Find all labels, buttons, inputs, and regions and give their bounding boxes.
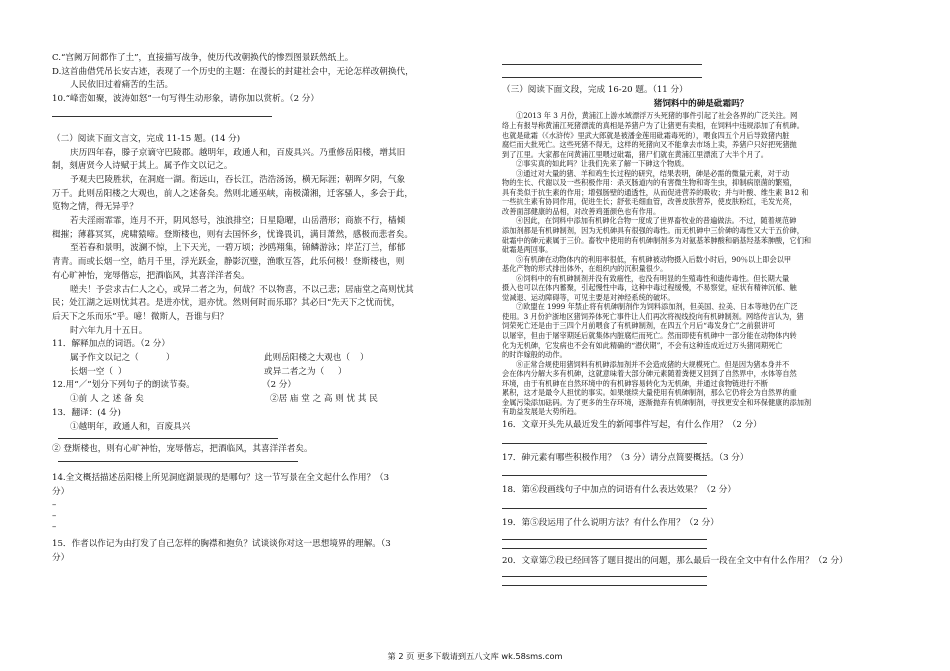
article-line: 累积，这才是最令人担忧的事实。如果继续大量使用有机砷制剂，那么它仍将会为自然界的重: [502, 388, 797, 398]
section-2-heading: （二）阅读下面文言文，完成 11-15 题。(14 分): [52, 133, 241, 144]
q12-item-1: ①前 人 之 述 备 矣: [70, 394, 144, 405]
article-line: 觉减退、运动障碍等，可见主要是对神经系统的破坏。: [502, 292, 675, 302]
article-line: 络上有报导称黄浦江死猪漂流的真相是养猪户为了让猪更有卖相，在饲料中违规添加了有机砷。: [502, 120, 804, 130]
option-d-line2: 人民依旧过着痛苦的生活。: [70, 80, 174, 91]
q12-prompt: 12.用“／”划分下列句子的朗读节奏。: [52, 380, 195, 391]
question-13-item-1: ①越明年，政通人和，百废具兴: [70, 421, 191, 432]
article-line: 具有类似于抗生素的作用；增强肠壁的通透性，从而促进营养的吸收；并与叶酸、维生素 B12 和: [502, 187, 809, 197]
article-line: ⑥饲料中的有机砷制剂并没有致癌性，也没有明显的生殖毒性和遗传毒性。但长期大量: [516, 273, 790, 283]
passage-para-2b: 万千。此则岳阳楼之大观也，前人之述备矣。然则北通巫峡，南极潇湘，迁客骚人，多会于此，: [52, 188, 413, 199]
article-line: 砒霜中的砷元素属于三价。畜牧中使用的有机砷制剂多为对氨基苯胂酸和硝基羟基苯胂酸，它们和: [502, 235, 812, 245]
answer-line: [58, 438, 278, 439]
question-11-row2: 长烟一空（ ） 或异二者之为（ ）: [52, 366, 484, 380]
q12-item-2: ②居 庙 堂 之 高 则 忧 其 民: [270, 394, 378, 405]
article-line: 使用。3 月份沪浙地区猪饲养体死亡事件让人们再次将视线投向有机砷制剂。网络传言认为，猪: [502, 311, 804, 321]
passage-para-3b: 楫摧；薄暮冥冥，虎啸猿啼。登斯楼也，则有去国怀乡，忧谗畏讥，满目萧然，感极而悲者矣。: [52, 229, 413, 240]
article-line: ②事实真的如此吗？让我们先来了解一下砷这个物质。: [516, 159, 689, 169]
question-15-line1: 15．作者以作记为由打发了自己怎样的胸襟和抱负？试谈谈你对这一思想境界的理解。（3: [52, 539, 391, 550]
passage-para-4a: 至若春和景明，波澜不惊，上下天光，一碧万顷；沙鸥翔集，锦鳞游泳；岸芷汀兰，郁郁: [70, 243, 406, 254]
article-line: 腐烂而大批死亡。这些死猪不得无，这样的死猪向又不能拿去市场上卖，养猪户只好把死猪抛: [502, 140, 797, 150]
passage-para-2a: 予观夫巴陵胜状，在洞庭一湖。衔远山，吞长江，浩浩汤汤，横无际涯；朝晖夕阴，气象: [70, 174, 406, 185]
article-line: 也就是砒霜（《水浒传》里武大郎就是被潘金莲用砒霜毒死的），喂食四五个月后导致猪内脏: [502, 130, 790, 140]
passage-para-4b: 青青。而或长烟一空，皓月千里，浮光跃金，静影沉璧，渔歌互答，此乐何极！登斯楼也，则: [52, 257, 405, 268]
q11-item-a: 属予作文以记之（: [70, 353, 139, 364]
article-line: ⑧正常合规使用猪饲料有机砷添加剂并不会造成猪的大规模死亡。但是因为猪本身并不: [516, 359, 790, 369]
section-3-heading: （三）阅读下面文段，完成 16-20 题。（11 分）: [502, 85, 688, 95]
article-line: 改善面部健康的品相，对改善鸡蛋颜色也有作用。: [502, 206, 661, 216]
passage-para-5b: 民；处江湖之远则忧其君。是进亦忧，退亦忧。然则何时而乐耶？其必曰“先天下之忧而忧，: [52, 298, 401, 309]
question-13-item-2: ② 登斯楼也，则有心旷神怡，宠辱偕忘，把酒临风，其喜洋洋者矣。: [52, 444, 313, 455]
passage-para-1b: 制，刻唐贤今人诗赋于其上。属予作文以记之。: [52, 161, 233, 172]
left-column: [52, 52, 484, 566]
article-line: 砒霜是两回事。: [502, 245, 553, 255]
q11-item-b: 此则岳阳楼之大观也（: [264, 353, 350, 364]
answer-line: [502, 548, 707, 549]
q12-points: （2 分）: [262, 380, 296, 391]
article-line: ④因此，在饲料中添加有机砷化合物一度成了世界畜牧业的普遍做法。不过，随着规范砷: [516, 216, 797, 226]
answer-line: [502, 576, 707, 577]
article-line: ③通过对大量的猪、羊和鸡生长过程的研究，结果表明，砷是必需的微量元素，对于动: [516, 168, 790, 178]
article-line: 添加剂都是有机砷制剂，因为无机砷具有很强的毒性。而无机砷中三价砷的毒性又大于五价砷，: [502, 225, 804, 235]
page-footer: 第 2 页 更多下载请到五八文库 wk.58sms.com: [387, 651, 563, 661]
article-line: ①2013 年 3 月份，黄浦江上游水域漂浮万头死猪的事件引起了社会各界的广泛关注。网: [516, 111, 798, 121]
answer-line: [502, 77, 702, 78]
question-14-line1: 14.全文概括描述岳阳楼上所见洞庭湖景现的是哪句？这一节写景在全文起什么作用？（3: [52, 472, 390, 483]
question-12-items: [52, 393, 484, 407]
passage-para-5a: 嗟夫！予尝求古仁人之心，或异二者之为，何哉？不以物喜，不以己悲；居庙堂之高则忧其: [70, 284, 414, 295]
question-11-row1: 属予作文以记之（ ） 此则岳阳楼之大观也（ ）: [52, 352, 484, 366]
article-body: [502, 111, 900, 417]
article-line: 会在体内分解大多有机砷，这就意味着大部分砷元素随着粪便又回到了自然界中，水体等自然: [502, 369, 797, 379]
article-line: 摄入也可以在体内蓄聚，引起慢性中毒，这种中毒过程缓慢，不易察觉，症状有精神沉郁、触: [502, 283, 797, 293]
article-line: 的时诈嫁般的动作。: [502, 350, 567, 360]
question-16: 16．文章开头先从最近发生的新闻事件写起，有什么作用？（2 分）: [502, 419, 762, 430]
article-line: 金属污染添加砝码。为了更多的生存环境，逐渐抛弃有机砷制剂，寻找更安全和环保健康的添加剂: [502, 397, 812, 407]
passage-date: 时六年九月十五日。: [70, 325, 148, 336]
q11-item-c: 长烟一空（: [70, 366, 113, 377]
question-14-line2: 分）: [52, 486, 70, 497]
answer-line: [502, 539, 707, 540]
article-line: 化为无机砷，它发病也不会有如此精确的“潜伏期”，不会有这种连成近过万头猪同期死亡: [502, 340, 783, 350]
article-line: 环境，由于有机砷在自然环境中的有机砷容易转化为无机砷，并通过食物链进行不断: [502, 378, 768, 388]
question-20: 20．文章第⑦段已经回答了题目提出的问题，那么最后一段在全文中有什么作用？（2 分）: [502, 555, 848, 566]
passage-para-5c: 后天下之乐而乐”乎。噫！微斯人，吾谁与归？: [52, 311, 229, 322]
article-line: ⑦欧盟在 1999 年禁止将有机砷制剂作为饲料添加剂，但美国、拉美、日本等地仍在广泛: [516, 302, 798, 312]
answer-line: [502, 508, 707, 509]
question-17: 17．砷元素有哪些积极作用？（3 分）请分点简要概括。（3 分）: [502, 452, 749, 463]
question-15-line2: 分）: [52, 553, 70, 564]
answer-line: [52, 116, 272, 117]
question-10: 10.“峰峦如聚，波涛如怒”一句写得生动形象，请你加以赏析。（2 分）: [52, 94, 319, 105]
article-line: 基化产物的形式排出体外，在组织内的沉积量很少。: [502, 264, 668, 274]
question-13: 13．翻译：(4 分): [52, 407, 121, 418]
answer-line: [58, 461, 298, 462]
option-c: C.“宫阙万间都作了土”，直接描写战争，使历代改朝换代的惨烈图景跃然纸上。: [52, 53, 354, 63]
article-line: ⑤有机砷在动物体内的利用率很低，有机砷被动物摄入后数小时后，90％以上即会以甲: [516, 254, 792, 264]
answer-line: [502, 475, 707, 476]
blank-line: [52, 123, 484, 133]
passage-para-2c: 览物之情，得无异乎？: [52, 202, 138, 213]
answer-line: [502, 443, 707, 444]
article-line: 物的生长、代谢以及一些积极作用：杀灭肠道内的有害微生物和寄生虫，抑制病原菌的繁殖，: [502, 178, 797, 188]
answer-line: [502, 585, 707, 586]
answer-line: [502, 64, 702, 65]
question-19: 19．第⑤段运用了什么说明方法？有什么作用？（2 分）: [502, 518, 719, 529]
answer-dash: –: [52, 500, 57, 511]
article-line: 以屠宰，但由于屠宰期延后就集体内脏腐烂而死亡。然而即使有机砷中一部分能在动物体内转: [502, 330, 797, 340]
option-d-line1: D.这首曲借凭吊长安古迹，表现了一个历史的主题：在漫长的封建社会中，无论怎样改朝换代，: [52, 66, 414, 77]
answer-dash: –: [52, 511, 57, 522]
passage-para-3a: 若夫淫雨霏霏，连月不开，阴风怒号，浊浪排空；日星隐曜，山岳潜形；商旅不行，樯倾: [70, 216, 406, 227]
article-title: 猪饲料中的砷是砒霜吗？: [653, 98, 749, 109]
passage-para-4c: 有心旷神怡，宠辱偕忘，把酒临风，其喜洋洋者矣。: [52, 270, 250, 281]
question-11: 11．解释加点的词语。（2 分）: [52, 339, 170, 350]
article-line: 到了江里。大家都在问黄浦江里喂过砒霜，猪尸们就在黄浦江里漂流了大半个月了。: [502, 149, 768, 159]
answer-dash: –: [52, 522, 57, 533]
passage-para-1a: 庆历四年春，滕子京谪守巴陵郡。越明年，政通人和，百废具兴。乃重修岳阳楼，增其旧: [70, 147, 406, 158]
question-18: 18．第⑥段画线句子中加点的词语有什么表达效果？（2 分）: [502, 485, 736, 496]
article-line: 一些抗生素有协同作用，促进生长；舒张毛细血管，改善皮肤营养，使皮肤粉红，毛发光亮，: [502, 197, 797, 207]
article-line: 有助益发展是大势所趋。: [502, 407, 582, 417]
question-12: [52, 379, 484, 393]
right-column: [502, 52, 900, 588]
article-line: 饲荣死亡还是由于三四个月前喂食了有机砷制剂，在四五个月后“毒发身亡”之前狠讲可: [502, 321, 776, 331]
q11-item-d: 或异二者之为（: [264, 366, 325, 377]
